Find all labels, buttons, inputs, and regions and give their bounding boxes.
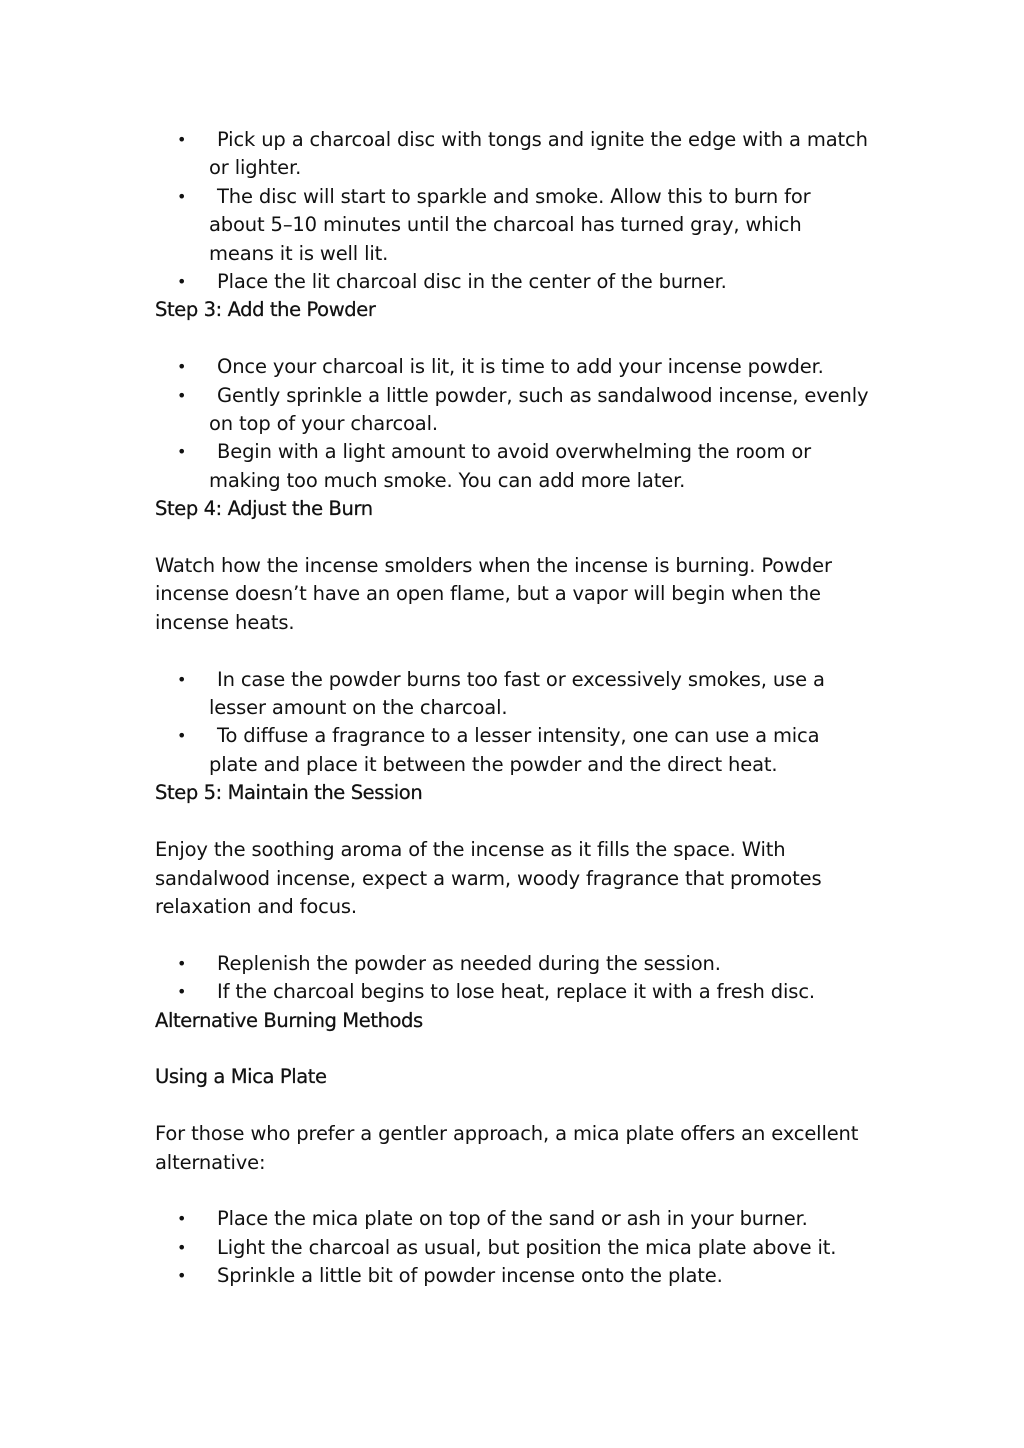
step5-heading: Step 5: Maintain the Session <box>155 781 423 805</box>
bullet-icon: • <box>177 272 187 292</box>
bullet-icon: • <box>177 186 187 206</box>
list-item: • Place the mica plate on top of the sand or ash in your burner. <box>155 1205 870 1233</box>
step4-heading: Step 4: Adjust the Burn <box>155 497 373 521</box>
list-item: • Place the lit charcoal disc in the center of the burner. <box>155 268 870 296</box>
bullet-icon: • <box>177 1237 187 1257</box>
list-item: • The disc will start to sparkle and smoke. Allow this to burn for about 5–10 minutes until the charcoal has turned gray, which means it is well lit. <box>177 184 811 265</box>
step3-list <box>155 353 870 495</box>
list-item: • Pick up a charcoal disc with tongs and ignite the edge with a match or lighter. <box>177 128 868 180</box>
bullet-icon: • <box>177 385 187 405</box>
list-item: • Once your charcoal is lit, it is time to add your incense powder. <box>155 353 870 381</box>
step4-list <box>155 666 870 780</box>
alternative-heading: Alternative Burning Methods <box>155 1008 423 1032</box>
step5-list <box>155 950 870 1007</box>
list-item: • Replenish the powder as needed during the session. <box>155 950 870 978</box>
bullet-icon: • <box>177 982 187 1002</box>
list-item: • If the charcoal begins to lose heat, replace it with a fresh disc. <box>155 978 870 1006</box>
step3-heading: Step 3: Add the Powder <box>155 298 376 322</box>
document-page <box>155 126 870 1291</box>
bullet-icon: • <box>177 442 187 462</box>
bullet-icon: • <box>177 1266 187 1286</box>
step4-paragraph: Watch how the incense smolders when the incense is burning. Powder incense doesn’t have an open flame, but a vapor will begin when the incense heats. <box>155 554 832 634</box>
list-item: • Gently sprinkle a little powder, such as sandalwood incense, evenly on top of your charcoal. <box>177 383 869 436</box>
charcoal-steps-list <box>155 126 870 296</box>
list-item: • Light the charcoal as usual, but position the mica plate above it. <box>155 1234 870 1262</box>
list-item: • Begin with a light amount to avoid overwhelming the room or making too much smoke. You can add more later. <box>177 440 811 492</box>
alternative-paragraph: For those who prefer a gentler approach, a mica plate offers an excellent alternative: <box>155 1122 859 1174</box>
list-item: • To diffuse a fragrance to a lesser intensity, one can use a mica plate and place it between the powder and the direct heat. <box>177 724 820 776</box>
mica-plate-subheading: Using a Mica Plate <box>155 1065 327 1089</box>
list-item: • In case the powder burns too fast or excessively smokes, use a lesser amount on the charcoal. <box>177 667 825 720</box>
bullet-icon: • <box>177 130 187 149</box>
step5-paragraph: Enjoy the soothing aroma of the incense as it fills the space. With sandalwood incense, expect a warm, woody fragrance that promotes relaxation and focus. <box>155 838 822 918</box>
list-item: • Sprinkle a little bit of powder incense onto the plate. <box>155 1262 870 1290</box>
bullet-icon: • <box>177 357 187 377</box>
bullet-icon: • <box>177 1209 187 1229</box>
bullet-icon: • <box>177 669 187 689</box>
bullet-icon: • <box>177 953 187 973</box>
mica-plate-list <box>155 1205 870 1290</box>
bullet-icon: • <box>177 726 187 746</box>
